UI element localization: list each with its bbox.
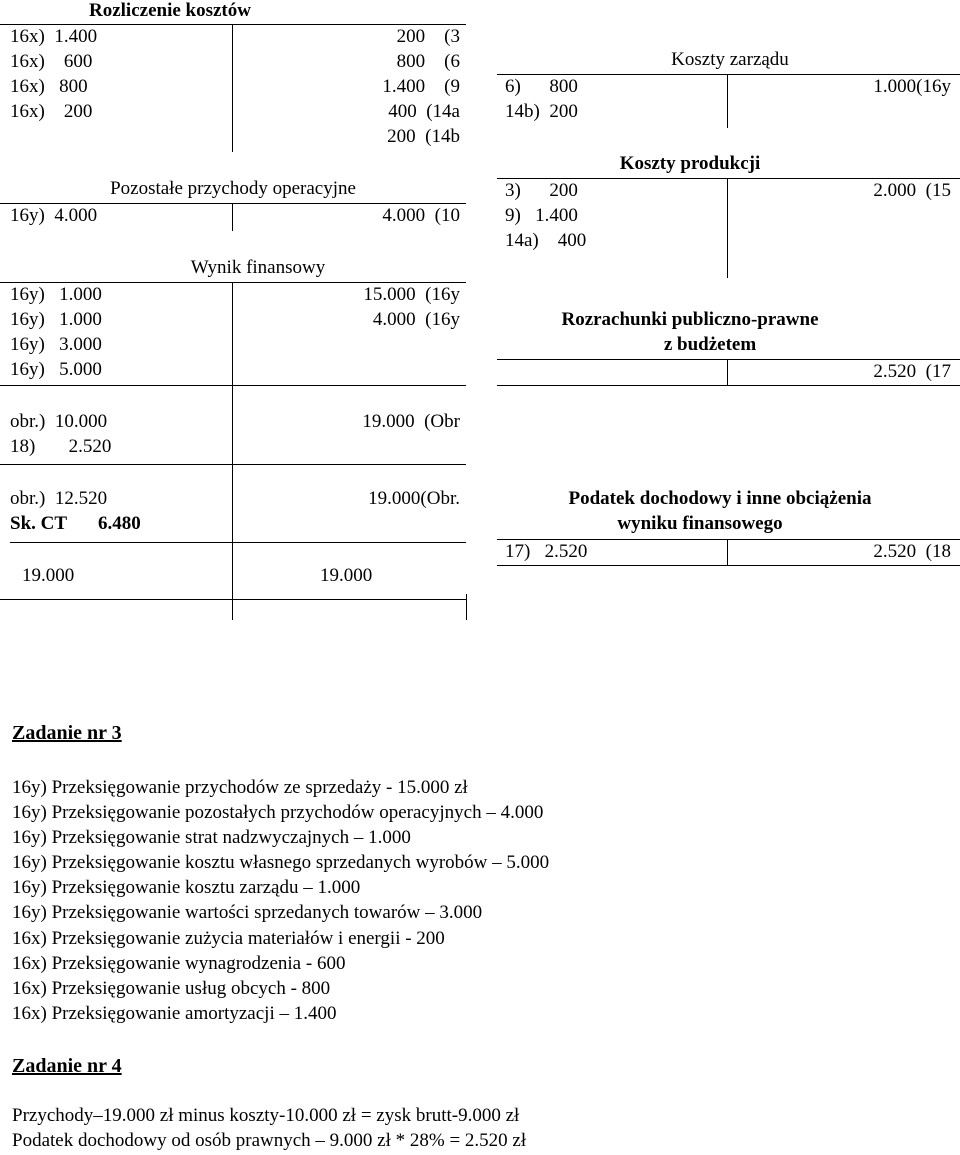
debit-entry: obr.) 10.000 <box>10 411 108 432</box>
credit-entry: 800 (6 <box>396 51 460 72</box>
account-title: Wynik finansowy <box>190 257 326 278</box>
debit-entry: 9) 1.400 <box>505 205 578 226</box>
debit-entry: 3) 200 <box>505 180 578 201</box>
credit-total: 19.000 <box>320 565 373 586</box>
credit-entry: 1.000(16y <box>873 76 951 97</box>
t-account-top-rule <box>497 74 960 75</box>
task-line: Przychody–19.000 zł minus koszty-10.000 zł = zysk brutt-9.000 zł <box>12 1105 520 1126</box>
t-account-top-rule <box>0 282 466 283</box>
debit-total: 19.000 <box>22 565 75 586</box>
t-account-divider <box>727 178 728 278</box>
credit-entry: 200 (14b <box>387 126 460 147</box>
account-title: Pozostałe przychody operacyjne <box>110 178 356 199</box>
t-account-bottom-rule <box>497 565 960 566</box>
credit-entry: 4.000 (10 <box>382 205 460 226</box>
credit-entry: 1.400 (9 <box>382 76 460 97</box>
debit-entry: 16y) 1.000 <box>10 309 102 330</box>
t-account-divider <box>232 203 233 231</box>
t-account-top-rule <box>497 539 960 540</box>
debit-entry: 16x) 800 <box>10 76 88 97</box>
credit-entry: 2.520 (18 <box>873 541 951 562</box>
debit-entry: 16y) 3.000 <box>10 334 102 355</box>
closing-tick <box>466 594 467 620</box>
t-account-divider <box>727 539 728 565</box>
total-rule <box>10 542 466 543</box>
section-heading: Zadanie nr 4 <box>12 1055 122 1077</box>
account-title-line-2: z budżetem <box>663 334 757 355</box>
t-account-top-rule <box>497 359 960 360</box>
task-line: 16y) Przeksięgowanie kosztu zarządu – 1.000 <box>12 877 361 898</box>
debit-entry: 16y) 1.000 <box>10 284 102 305</box>
credit-entry: 2.520 (17 <box>873 361 951 382</box>
debit-entry: 17) 2.520 <box>505 541 588 562</box>
credit-entry: 400 (14a <box>388 101 460 122</box>
account-title: Rozliczenie kosztów <box>89 0 251 21</box>
subtotal-rule <box>0 464 466 465</box>
account-title: Koszty zarządu <box>671 49 789 70</box>
credit-entry: 2.000 (15 <box>873 180 951 201</box>
debit-entry: 16x) 200 <box>10 101 93 122</box>
credit-entry: 15.000 (16y <box>363 284 460 305</box>
t-account-divider <box>727 359 728 385</box>
t-account-divider <box>232 24 233 152</box>
account-title-line-1: Podatek dochodowy i inne obciążenia <box>568 488 872 509</box>
task-line: 16x) Przeksięgowanie zużycia materiałów i energii - 200 <box>12 928 445 949</box>
task-line: 16x) Przeksięgowanie wynagrodzenia - 600 <box>12 953 346 974</box>
credit-entry: 19.000(Obr. <box>368 488 460 509</box>
task-line: 16y) Przeksięgowanie strat nadzwyczajnych – 1.000 <box>12 827 411 848</box>
t-account-divider <box>727 74 728 128</box>
tax-value: 6.480 <box>98 513 141 534</box>
debit-entry: 16y) 4.000 <box>10 205 98 226</box>
debit-entry: 14a) 400 <box>505 230 587 251</box>
t-account-top-rule <box>497 178 960 179</box>
debit-entry: 18) 2.520 <box>10 436 112 457</box>
account-title-line-2: wyniku finansowego <box>617 513 783 534</box>
t-account-top-rule <box>0 203 466 204</box>
task-line: 16y) Przeksięgowanie wartości sprzedanych towarów – 3.000 <box>12 902 483 923</box>
credit-entry: 19.000 (Obr <box>362 411 460 432</box>
t-account-divider <box>232 282 233 620</box>
section-heading: Zadanie nr 3 <box>12 722 122 744</box>
debit-entry: 16y) 5.000 <box>10 359 102 380</box>
account-title-line-1: Rozrachunki publiczno-prawne <box>561 309 819 330</box>
tax-label: Sk. CT <box>10 513 68 534</box>
debit-entry: obr.) 12.520 <box>10 488 108 509</box>
task-line: Podatek dochodowy od osób prawnych – 9.000 zł * 28% = 2.520 zł <box>12 1130 527 1151</box>
t-account-bottom-rule <box>497 385 960 386</box>
account-title: Koszty produkcji <box>619 153 761 174</box>
task-line: 16x) Przeksięgowanie usług obcych - 800 <box>12 978 331 999</box>
t-account-top-rule <box>0 24 466 25</box>
credit-entry: 4.000 (16y <box>372 309 460 330</box>
debit-entry: 16x) 600 <box>10 51 93 72</box>
task-line: 16y) Przeksięgowanie przychodów ze sprzedaży - 15.000 zł <box>12 777 468 798</box>
credit-entry: 200 (3 <box>396 26 460 47</box>
task-line: 16x) Przeksięgowanie amortyzacji – 1.400 <box>12 1003 337 1024</box>
task-line: 16y) Przeksięgowanie kosztu własnego sprzedanych wyrobów – 5.000 <box>12 852 550 873</box>
closing-rule <box>0 599 466 600</box>
task-line: 16y) Przeksięgowanie pozostałych przychodów operacyjnych – 4.000 <box>12 802 544 823</box>
debit-entry: 6) 800 <box>505 76 578 97</box>
debit-entry: 14b) 200 <box>505 101 578 122</box>
debit-entry: 16x) 1.400 <box>10 26 98 47</box>
subtotal-rule <box>0 385 466 386</box>
